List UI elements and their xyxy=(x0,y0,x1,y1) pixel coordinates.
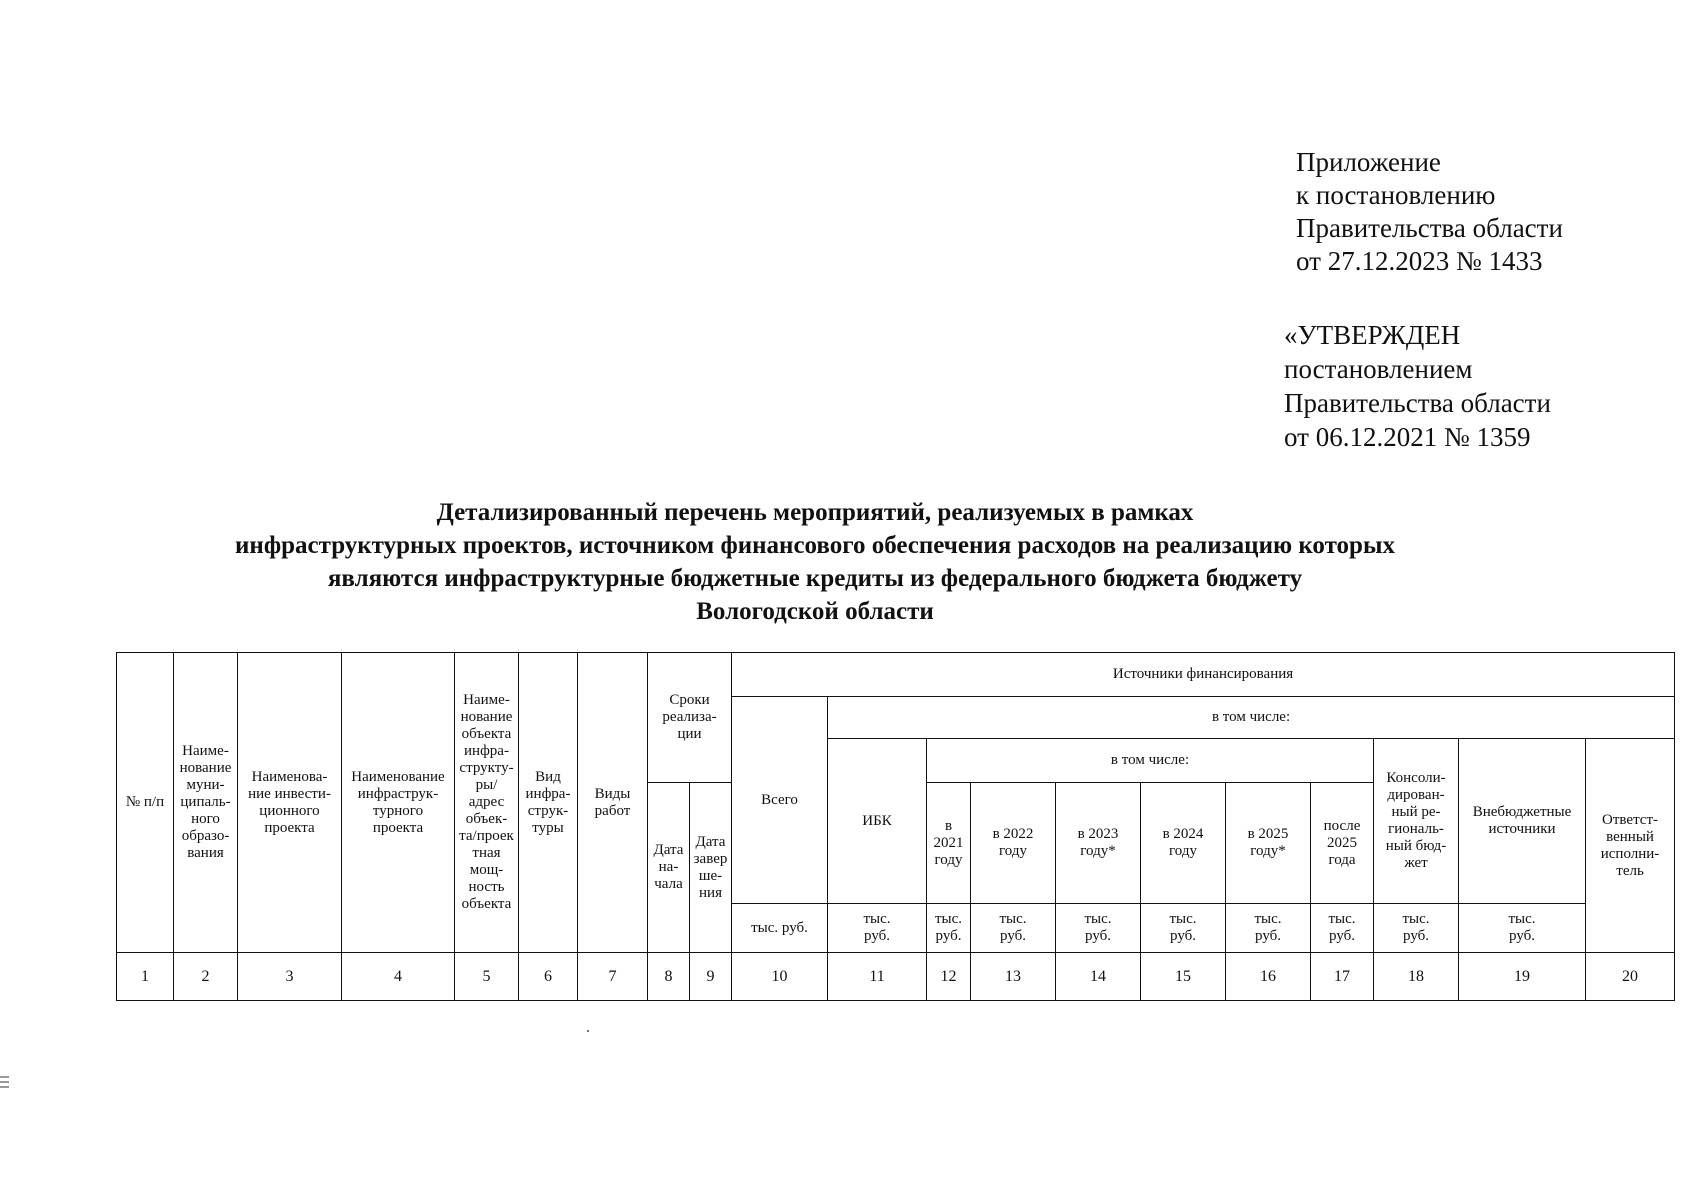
header-responsible: Ответст- венный исполни- тель xyxy=(1586,739,1675,953)
header-infrastructure-type: Вид инфра- струк- туры xyxy=(519,653,578,953)
scan-edge-mark xyxy=(0,1075,10,1089)
column-number: 5 xyxy=(455,953,519,1001)
unit-extrabudgetary: тыс. руб. xyxy=(1459,904,1586,953)
appendix-line: Приложение xyxy=(1296,147,1441,177)
header-municipality: Наиме- нование муни- ципаль- ного образо- вания xyxy=(174,653,238,953)
title-line: являются инфраструктурные бюджетные кредиты из федерального бюджета бюджету xyxy=(327,565,1303,592)
column-number: 20 xyxy=(1586,953,1675,1001)
approval-line: Правительства области xyxy=(1284,388,1551,418)
title-line: Детализированный перечень мероприятий, реализуемых в рамках xyxy=(436,499,1194,526)
appendix-line: от 27.12.2023 № 1433 xyxy=(1296,246,1543,276)
header-year-2024: в 2024 году xyxy=(1141,783,1226,904)
unit-consolidated: тыс. руб. xyxy=(1374,904,1459,953)
header-including-2: в том числе: xyxy=(927,739,1374,783)
appendix-line: Правительства области xyxy=(1296,213,1563,243)
header-sources: Источники финансирования xyxy=(732,653,1675,697)
column-number: 12 xyxy=(927,953,971,1001)
unit-2025: тыс. руб. xyxy=(1226,904,1311,953)
unit-ibk: тыс. руб. xyxy=(828,904,927,953)
header-infrastructure-project: Наименование инфраструк- турного проекта xyxy=(342,653,455,953)
header-year-2022: в 2022 году xyxy=(971,783,1056,904)
header-after-2025: после 2025 года xyxy=(1311,783,1374,904)
column-number: 3 xyxy=(238,953,342,1001)
events-table xyxy=(116,652,1675,1001)
column-number: 9 xyxy=(690,953,732,1001)
scan-dot xyxy=(587,1030,589,1032)
header-end-date: Дата завер ше- ния xyxy=(690,783,732,953)
header-extrabudgetary: Внебюджетные источники xyxy=(1459,739,1586,904)
column-number: 18 xyxy=(1374,953,1459,1001)
column-number: 15 xyxy=(1141,953,1226,1001)
header-ibk: ИБК xyxy=(828,739,927,904)
approval-line: от 06.12.2021 № 1359 xyxy=(1284,422,1531,452)
column-number: 1 xyxy=(117,953,174,1001)
header-start-date: Дата на- чала xyxy=(648,783,690,953)
unit-2021: тыс. руб. xyxy=(927,904,971,953)
column-number: 11 xyxy=(828,953,927,1001)
approval-block xyxy=(1284,318,1551,454)
header-consolidated-budget: Консоли- дирован- ный ре- гиональ- ный бюд- жет xyxy=(1374,739,1459,904)
header-terms: Сроки реализа- ции xyxy=(648,653,732,783)
column-number: 4 xyxy=(342,953,455,1001)
appendix-block xyxy=(1296,146,1563,278)
header-including: в том числе: xyxy=(828,697,1675,739)
column-number: 8 xyxy=(648,953,690,1001)
header-total: Всего xyxy=(732,697,828,904)
column-number: 14 xyxy=(1056,953,1141,1001)
header-year-2021: в 2021 году xyxy=(927,783,971,904)
unit-2022: тыс. руб. xyxy=(971,904,1056,953)
title-line: Вологодской области xyxy=(696,598,934,625)
header-year-2023: в 2023 году* xyxy=(1056,783,1141,904)
unit-2024: тыс. руб. xyxy=(1141,904,1226,953)
header-object: Наиме- нование объекта инфра- структу- ры/ адрес объек- та/проек тная мощ- ность объекта xyxy=(455,653,519,953)
column-number: 13 xyxy=(971,953,1056,1001)
column-number-row xyxy=(117,953,1675,1001)
header-np: № п/п xyxy=(117,653,174,953)
appendix-line: к постановлению xyxy=(1296,180,1496,210)
document-title xyxy=(200,496,1430,628)
approval-line: постановлением xyxy=(1284,354,1473,384)
column-number: 19 xyxy=(1459,953,1586,1001)
header-year-2025: в 2025 году* xyxy=(1226,783,1311,904)
title-line: инфраструктурных проектов, источником финансового обеспечения расходов на реализацию которых xyxy=(235,532,1395,559)
unit-total: тыс. руб. xyxy=(732,904,828,953)
column-number: 16 xyxy=(1226,953,1311,1001)
unit-2023: тыс. руб. xyxy=(1056,904,1141,953)
header-investment-project: Наименова- ние инвести- ционного проекта xyxy=(238,653,342,953)
approval-line: «УТВЕРЖДЕН xyxy=(1284,320,1461,350)
unit-after-2025: тыс. руб. xyxy=(1311,904,1374,953)
column-number: 17 xyxy=(1311,953,1374,1001)
column-number: 7 xyxy=(578,953,648,1001)
column-number: 6 xyxy=(519,953,578,1001)
column-number: 10 xyxy=(732,953,828,1001)
column-number: 2 xyxy=(174,953,238,1001)
header-work-types: Виды работ xyxy=(578,653,648,953)
